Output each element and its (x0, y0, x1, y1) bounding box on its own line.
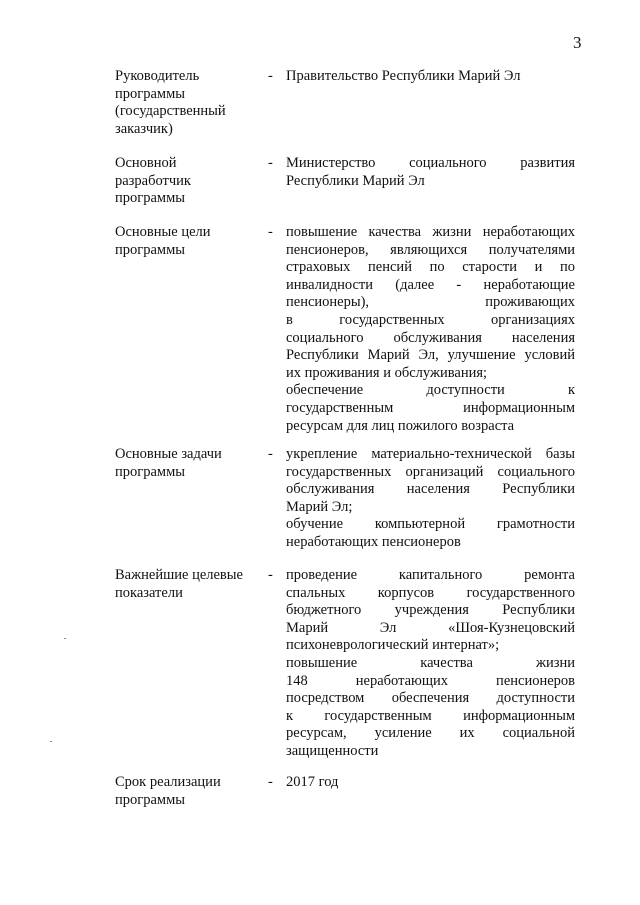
row-label (115, 446, 265, 481)
row-content (286, 446, 575, 552)
content-line: 148 неработающих пенсионеров (286, 672, 575, 689)
label-line: показатели (115, 584, 183, 601)
content-line: Министерство социального развития (286, 155, 575, 171)
content-line: к государственным информационным (286, 707, 575, 724)
label-line: Срок реализации (115, 774, 221, 790)
content-line: Правительство Республики Марий Эл (286, 68, 521, 84)
page-number: 3 (573, 33, 582, 52)
content-line: спальных корпусов государственного (286, 584, 575, 601)
content-line: защищенности (286, 742, 379, 759)
label-line: разработчик (115, 172, 191, 189)
row-dash: - (268, 774, 273, 790)
content-line: пенсионеры), проживающих (286, 294, 575, 311)
row-dash: - (268, 155, 273, 171)
content-line: неработающих пенсионеров (286, 533, 461, 550)
row-dash: - (268, 68, 273, 84)
content-line: проведение капитального ремонта (286, 567, 575, 583)
content-line: Республики Марий Эл, улучшение условий (286, 347, 575, 364)
row-label (115, 224, 265, 259)
label-line: Основной (115, 155, 177, 171)
content-line: Марий Эл; (286, 498, 353, 515)
content-line: бюджетного учреждения Республики (286, 602, 575, 619)
label-line: Основные цели (115, 224, 211, 240)
content-line: повышение качества жизни неработающих (286, 224, 575, 240)
label-line: программы (115, 190, 185, 207)
content-line: посредством обеспечения доступности (286, 690, 575, 707)
row-label (115, 68, 265, 138)
content-line: государственным информационным (286, 399, 575, 416)
content-line: пенсионеров, являющихся получателями (286, 241, 575, 258)
content-line: ресурсам для лиц пожилого возраста (286, 417, 515, 434)
content-line: 2017 год (286, 774, 339, 790)
content-line: их проживания и обслуживания; (286, 364, 488, 381)
row-dash: - (268, 567, 273, 583)
label-line: программы (115, 791, 185, 808)
content-line: обеспечение доступности к (286, 382, 575, 399)
content-line: ресурсам, усиление их социальной (286, 725, 575, 742)
label-line: Основные задачи (115, 446, 222, 462)
row-dash: - (268, 446, 273, 462)
content-line: страховых пенсий по старости и по (286, 259, 575, 276)
content-line: обслуживания населения Республики (286, 481, 575, 498)
content-line: укрепление материально-технической базы (286, 446, 575, 462)
row-content (286, 68, 575, 86)
content-line: повышение качества жизни (286, 654, 575, 671)
row-content (286, 774, 575, 792)
content-line: государственных организаций социального (286, 463, 575, 480)
label-line: (государственный (115, 103, 226, 120)
label-line: заказчик) (115, 120, 173, 137)
content-line: инвалидности (далее - неработающие (286, 276, 575, 293)
label-line: программы (115, 463, 185, 480)
content-line: Марий Эл «Шоя-Кузнецовский (286, 619, 575, 636)
row-label (115, 567, 265, 602)
label-line: программы (115, 85, 185, 102)
content-line: обучение компьютерной грамотности (286, 516, 575, 533)
scan-speck (50, 741, 52, 742)
row-content (286, 224, 575, 435)
scan-speck (64, 638, 66, 639)
content-line: психоневрологический интернат»; (286, 637, 500, 654)
row-content (286, 567, 575, 761)
content-line: социального обслуживания населения (286, 329, 575, 346)
row-label (115, 155, 265, 208)
row-label (115, 774, 265, 809)
label-line: программы (115, 241, 185, 258)
content-line: Республики Марий Эл (286, 172, 425, 189)
content-line: в государственных организациях (286, 311, 575, 328)
label-line: Важнейшие целевые (115, 567, 243, 583)
row-dash: - (268, 224, 273, 240)
row-content (286, 155, 575, 190)
label-line: Руководитель (115, 68, 200, 84)
